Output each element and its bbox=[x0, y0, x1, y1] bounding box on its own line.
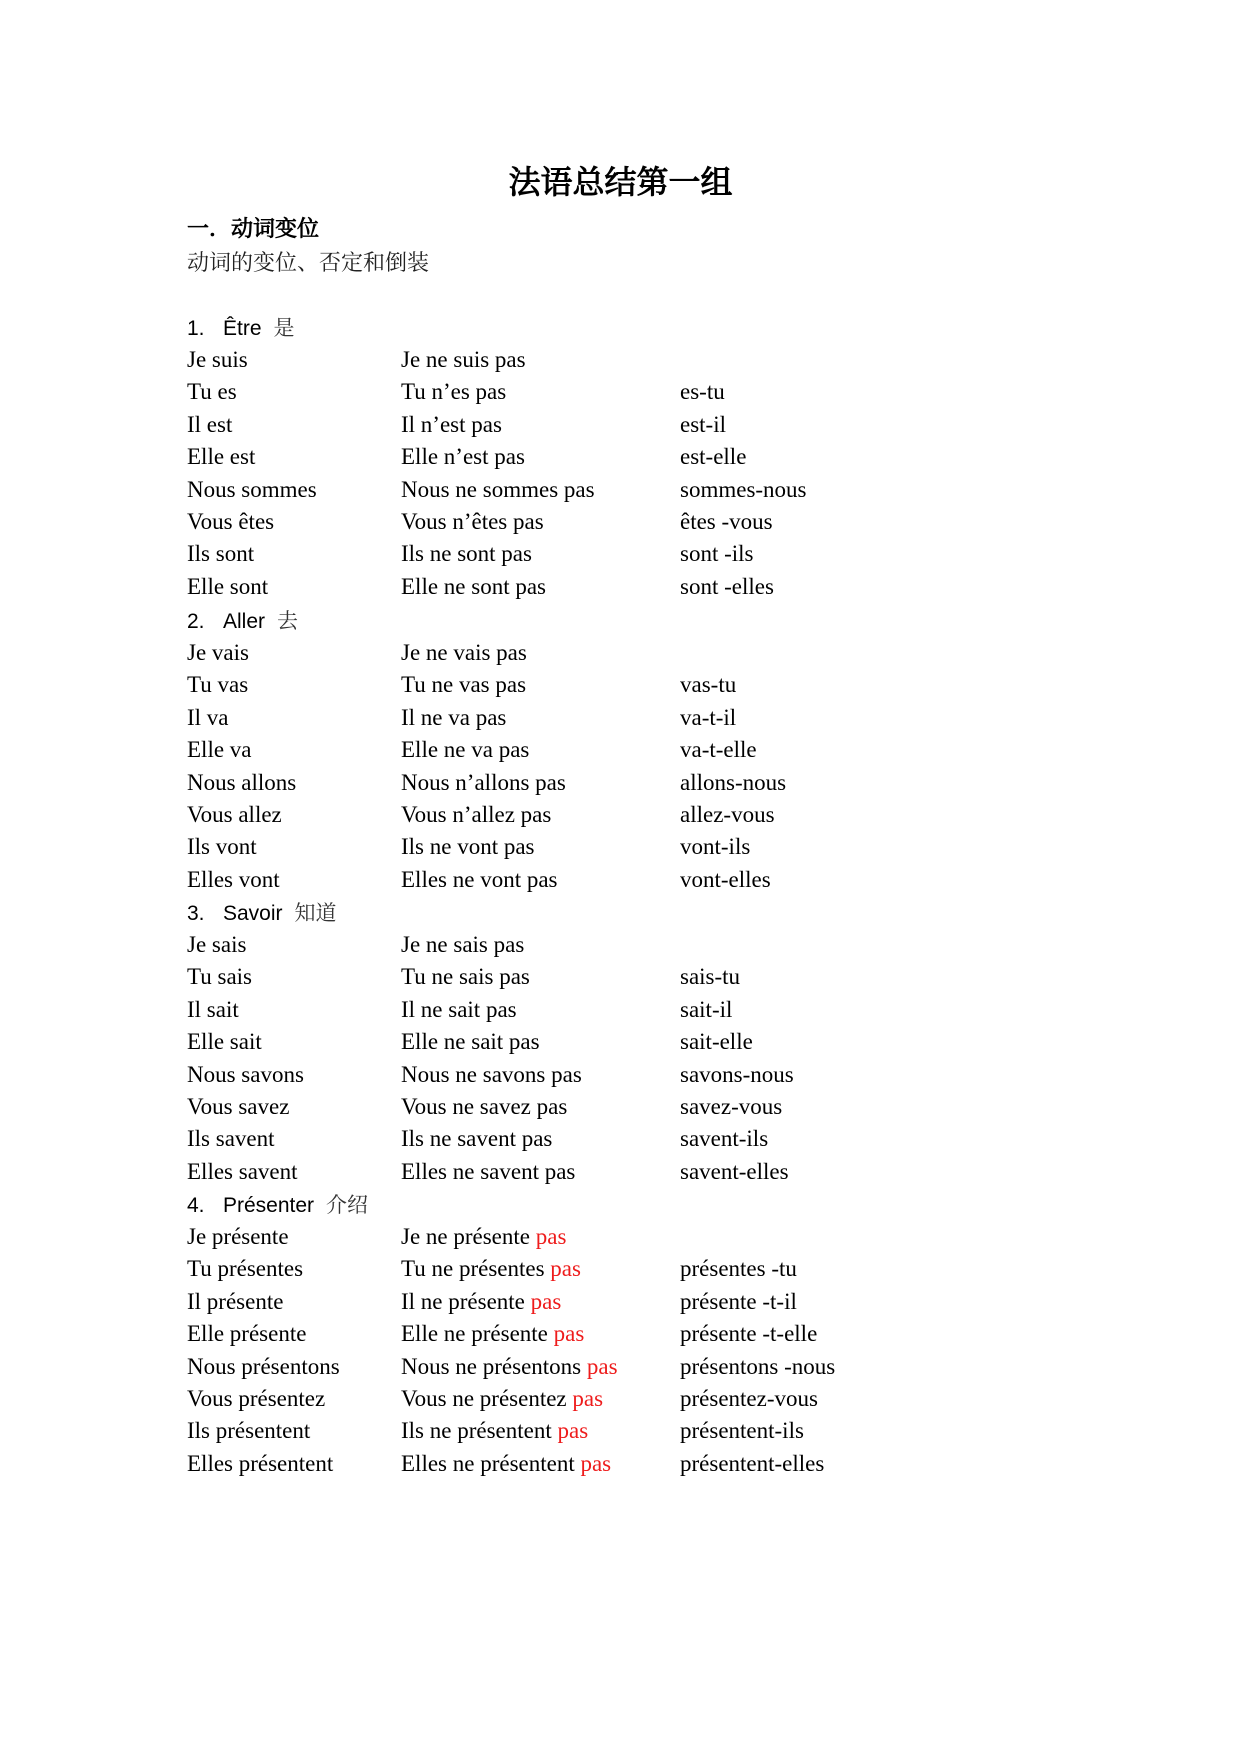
conjugation-row bbox=[187, 702, 1087, 734]
negative-form bbox=[401, 571, 546, 603]
negative-form bbox=[401, 994, 517, 1026]
negative-pas-highlight: pas bbox=[535, 1224, 567, 1249]
conjugation-row bbox=[187, 1026, 1087, 1058]
negative-form bbox=[401, 1286, 561, 1318]
negative-text: Tu ne sais pas bbox=[401, 964, 530, 990]
inversion-form: vont-elles bbox=[680, 866, 771, 892]
negative-form bbox=[401, 474, 595, 506]
inversion-form: sais-tu bbox=[680, 964, 741, 990]
inversion-form: sont -ils bbox=[680, 541, 754, 567]
negative-form bbox=[401, 864, 558, 896]
verb-number: 3. bbox=[187, 902, 205, 925]
page-title: 法语总结第一组 bbox=[508, 163, 733, 201]
negative-form bbox=[401, 409, 502, 441]
negative-form bbox=[401, 1351, 618, 1383]
negative-text: Je ne suis pas bbox=[401, 347, 526, 372]
conjugation-row bbox=[187, 669, 1087, 701]
affirmative-form: Ils sont bbox=[187, 541, 255, 567]
conjugation-row bbox=[187, 1091, 1087, 1123]
negative-text: Il ne sait pas bbox=[401, 996, 517, 1022]
negative-pas-highlight: pas bbox=[586, 1353, 618, 1379]
inversion-form: es-tu bbox=[680, 379, 725, 405]
affirmative-form: Vous allez bbox=[187, 801, 282, 827]
negative-text: Ils ne sont pas bbox=[401, 541, 532, 567]
conjugation-row bbox=[187, 1318, 1087, 1350]
verb-block bbox=[187, 1189, 1087, 1480]
negative-form bbox=[401, 441, 525, 473]
negative-form bbox=[401, 1415, 588, 1447]
verb-name: Présenter bbox=[223, 1194, 315, 1217]
verb-heading bbox=[187, 312, 1087, 344]
conjugation-row bbox=[187, 1351, 1087, 1383]
conjugation-row bbox=[187, 929, 1087, 961]
affirmative-form: Nous sommes bbox=[187, 476, 317, 502]
conjugation-row bbox=[187, 1415, 1087, 1447]
negative-text: Elles ne savent pas bbox=[401, 1158, 576, 1184]
conjugation-row bbox=[187, 506, 1087, 538]
affirmative-form: Tu sais bbox=[187, 964, 252, 990]
negative-form bbox=[401, 344, 526, 376]
conjugation-row bbox=[187, 409, 1087, 441]
inversion-form: sait-il bbox=[680, 996, 733, 1022]
negative-form bbox=[401, 734, 529, 766]
affirmative-form: Il présente bbox=[187, 1288, 284, 1314]
negative-text: Nous n’allons pas bbox=[401, 769, 566, 795]
negative-text: Je ne vais pas bbox=[401, 640, 527, 665]
affirmative-form: Elle est bbox=[187, 444, 256, 470]
verb-number: 2. bbox=[187, 610, 205, 633]
negative-text: Elles ne vont pas bbox=[401, 866, 558, 892]
inversion-form: présente -t-elle bbox=[680, 1321, 818, 1347]
negative-form bbox=[401, 1383, 603, 1415]
inversion-form: savez-vous bbox=[680, 1093, 783, 1119]
verb-meaning: 去 bbox=[277, 609, 299, 633]
affirmative-form: Elle présente bbox=[187, 1321, 307, 1347]
conjugation-row bbox=[187, 538, 1087, 570]
negative-form bbox=[401, 1091, 567, 1123]
inversion-form: savons-nous bbox=[680, 1061, 794, 1087]
conjugation-row bbox=[187, 441, 1087, 473]
negative-text: Tu ne vas pas bbox=[401, 672, 527, 698]
negative-text: Ils ne savent pas bbox=[401, 1126, 553, 1152]
conjugation-row bbox=[187, 799, 1087, 831]
inversion-form: sommes-nous bbox=[680, 476, 807, 502]
conjugation-row bbox=[187, 734, 1087, 766]
affirmative-form: Tu es bbox=[187, 379, 237, 405]
affirmative-form: Elle sont bbox=[187, 573, 269, 599]
conjugation-row bbox=[187, 1123, 1087, 1155]
verb-block bbox=[187, 897, 1087, 1188]
verb-meaning: 知道 bbox=[294, 901, 337, 925]
negative-text: Nous ne sommes pas bbox=[401, 476, 595, 502]
negative-text: Nous ne présentons bbox=[401, 1353, 587, 1379]
inversion-form: présentes -tu bbox=[680, 1256, 797, 1282]
inversion-form: savent-elles bbox=[680, 1158, 789, 1184]
inversion-form: vas-tu bbox=[680, 672, 737, 698]
negative-pas-highlight: pas bbox=[580, 1450, 612, 1476]
affirmative-form: Je vais bbox=[187, 640, 249, 665]
negative-text: Il ne présente bbox=[401, 1288, 531, 1314]
conjugation-row bbox=[187, 1059, 1087, 1091]
inversion-form: sait-elle bbox=[680, 1029, 753, 1055]
inversion-form: sont -elles bbox=[680, 573, 774, 599]
affirmative-form: Ils présentent bbox=[187, 1418, 311, 1444]
negative-form bbox=[401, 538, 532, 570]
negative-text: Il ne va pas bbox=[401, 704, 507, 730]
negative-text: Elle n’est pas bbox=[401, 444, 525, 470]
negative-form bbox=[401, 1123, 552, 1155]
section-subtitle: 动词的变位、否定和倒装 bbox=[187, 251, 430, 276]
negative-form bbox=[401, 669, 526, 701]
affirmative-form: Je présente bbox=[187, 1224, 289, 1249]
inversion-form: présentent-elles bbox=[680, 1450, 825, 1476]
negative-text: Tu n’es pas bbox=[401, 379, 507, 405]
conjugation-row bbox=[187, 994, 1087, 1026]
affirmative-form: Elle sait bbox=[187, 1029, 262, 1055]
verb-name: Être bbox=[223, 317, 262, 340]
verb-heading bbox=[187, 897, 1087, 929]
negative-form bbox=[401, 702, 506, 734]
negative-form bbox=[401, 1221, 566, 1253]
conjugation-row bbox=[187, 767, 1087, 799]
negative-pas-highlight: pas bbox=[530, 1288, 562, 1314]
conjugation-row bbox=[187, 864, 1087, 896]
affirmative-form: Elles vont bbox=[187, 866, 280, 892]
verb-number: 4. bbox=[187, 1194, 205, 1217]
conjugation-row bbox=[187, 376, 1087, 408]
conjugation-row bbox=[187, 1383, 1087, 1415]
affirmative-form: Il sait bbox=[187, 996, 239, 1022]
conjugation-row bbox=[187, 1221, 1087, 1253]
affirmative-form: Ils savent bbox=[187, 1126, 275, 1152]
inversion-form: va-t-il bbox=[680, 704, 737, 730]
conjugation-row bbox=[187, 571, 1087, 603]
section-heading: 一．动词变位 bbox=[187, 217, 320, 242]
negative-form bbox=[401, 637, 527, 669]
negative-text: Elle ne présente bbox=[401, 1321, 554, 1347]
negative-form bbox=[401, 1253, 581, 1285]
affirmative-form: Tu présentes bbox=[187, 1256, 304, 1282]
conjugation-row bbox=[187, 1286, 1087, 1318]
negative-form bbox=[401, 1156, 575, 1188]
inversion-form: est-il bbox=[680, 411, 726, 437]
verb-heading bbox=[187, 1189, 1087, 1221]
negative-text: Vous ne savez pas bbox=[401, 1093, 568, 1119]
negative-text: Tu ne présentes bbox=[401, 1256, 551, 1282]
negative-text: Nous ne savons pas bbox=[401, 1061, 582, 1087]
negative-text: Elles ne présentent bbox=[401, 1450, 581, 1476]
inversion-form: savent-ils bbox=[680, 1126, 769, 1152]
verb-name: Savoir bbox=[223, 902, 283, 925]
affirmative-form: Nous savons bbox=[187, 1061, 304, 1087]
verb-block bbox=[187, 312, 1087, 603]
affirmative-form: Ils vont bbox=[187, 834, 257, 860]
negative-form bbox=[401, 1448, 611, 1480]
negative-text: Elle ne sont pas bbox=[401, 573, 546, 599]
negative-pas-highlight: pas bbox=[553, 1321, 585, 1347]
affirmative-form: Vous êtes bbox=[187, 508, 275, 534]
negative-form bbox=[401, 1026, 540, 1058]
affirmative-form: Tu vas bbox=[187, 672, 249, 698]
verb-name: Aller bbox=[223, 610, 266, 633]
negative-form bbox=[401, 506, 544, 538]
affirmative-form: Nous présentons bbox=[187, 1353, 340, 1379]
inversion-form: va-t-elle bbox=[680, 737, 757, 763]
verb-block bbox=[187, 605, 1087, 896]
affirmative-form: Elle va bbox=[187, 737, 252, 763]
negative-form bbox=[401, 929, 524, 961]
negative-text: Il n’est pas bbox=[401, 411, 502, 437]
inversion-form: est-elle bbox=[680, 444, 747, 470]
negative-form bbox=[401, 376, 506, 408]
negative-text: Ils ne vont pas bbox=[401, 834, 535, 860]
conjugation-row bbox=[187, 831, 1087, 863]
negative-text: Je ne présente bbox=[401, 1224, 536, 1249]
conjugation-row bbox=[187, 1253, 1087, 1285]
verb-meaning: 介绍 bbox=[326, 1193, 369, 1217]
negative-form bbox=[401, 831, 535, 863]
negative-form bbox=[401, 1318, 584, 1350]
negative-form bbox=[401, 1059, 582, 1091]
inversion-form: allons-nous bbox=[680, 769, 787, 795]
conjugation-row bbox=[187, 637, 1087, 669]
inversion-form: vont-ils bbox=[680, 834, 751, 860]
negative-pas-highlight: pas bbox=[550, 1256, 581, 1282]
negative-text: Vous n’allez pas bbox=[401, 801, 552, 827]
conjugation-row bbox=[187, 344, 1087, 376]
negative-pas-highlight: pas bbox=[557, 1418, 589, 1444]
affirmative-form: Vous savez bbox=[187, 1093, 290, 1119]
negative-text: Je ne sais pas bbox=[401, 932, 525, 957]
negative-text: Elle ne sait pas bbox=[401, 1029, 540, 1055]
conjugation-row bbox=[187, 961, 1087, 993]
affirmative-form: Nous allons bbox=[187, 769, 297, 795]
conjugation-row bbox=[187, 1448, 1087, 1480]
affirmative-form: Je sais bbox=[187, 932, 247, 957]
verb-meaning: 是 bbox=[273, 316, 295, 340]
conjugation-row bbox=[187, 474, 1087, 506]
affirmative-form: Il est bbox=[187, 411, 233, 437]
conjugation-row bbox=[187, 1156, 1087, 1188]
negative-form bbox=[401, 961, 530, 993]
affirmative-form: Je suis bbox=[187, 347, 248, 372]
inversion-form: présente -t-il bbox=[680, 1288, 797, 1314]
negative-text: Elle ne va pas bbox=[401, 737, 530, 763]
negative-text: Ils ne présentent bbox=[401, 1418, 558, 1444]
affirmative-form: Il va bbox=[187, 704, 229, 730]
negative-pas-highlight: pas bbox=[572, 1385, 604, 1411]
negative-form bbox=[401, 799, 551, 831]
affirmative-form: Vous présentez bbox=[187, 1385, 326, 1411]
negative-text: Vous n’êtes pas bbox=[401, 508, 544, 534]
inversion-form: présentent-ils bbox=[680, 1418, 804, 1444]
negative-text: Vous ne présentez bbox=[401, 1385, 573, 1411]
inversion-form: présentez-vous bbox=[680, 1385, 818, 1411]
verb-number: 1. bbox=[187, 317, 205, 340]
inversion-form: allez-vous bbox=[680, 801, 775, 827]
negative-form bbox=[401, 767, 566, 799]
inversion-form: présentons -nous bbox=[680, 1353, 836, 1379]
verb-heading bbox=[187, 605, 1087, 637]
affirmative-form: Elles présentent bbox=[187, 1450, 334, 1476]
affirmative-form: Elles savent bbox=[187, 1158, 298, 1184]
inversion-form: êtes -vous bbox=[680, 508, 773, 534]
